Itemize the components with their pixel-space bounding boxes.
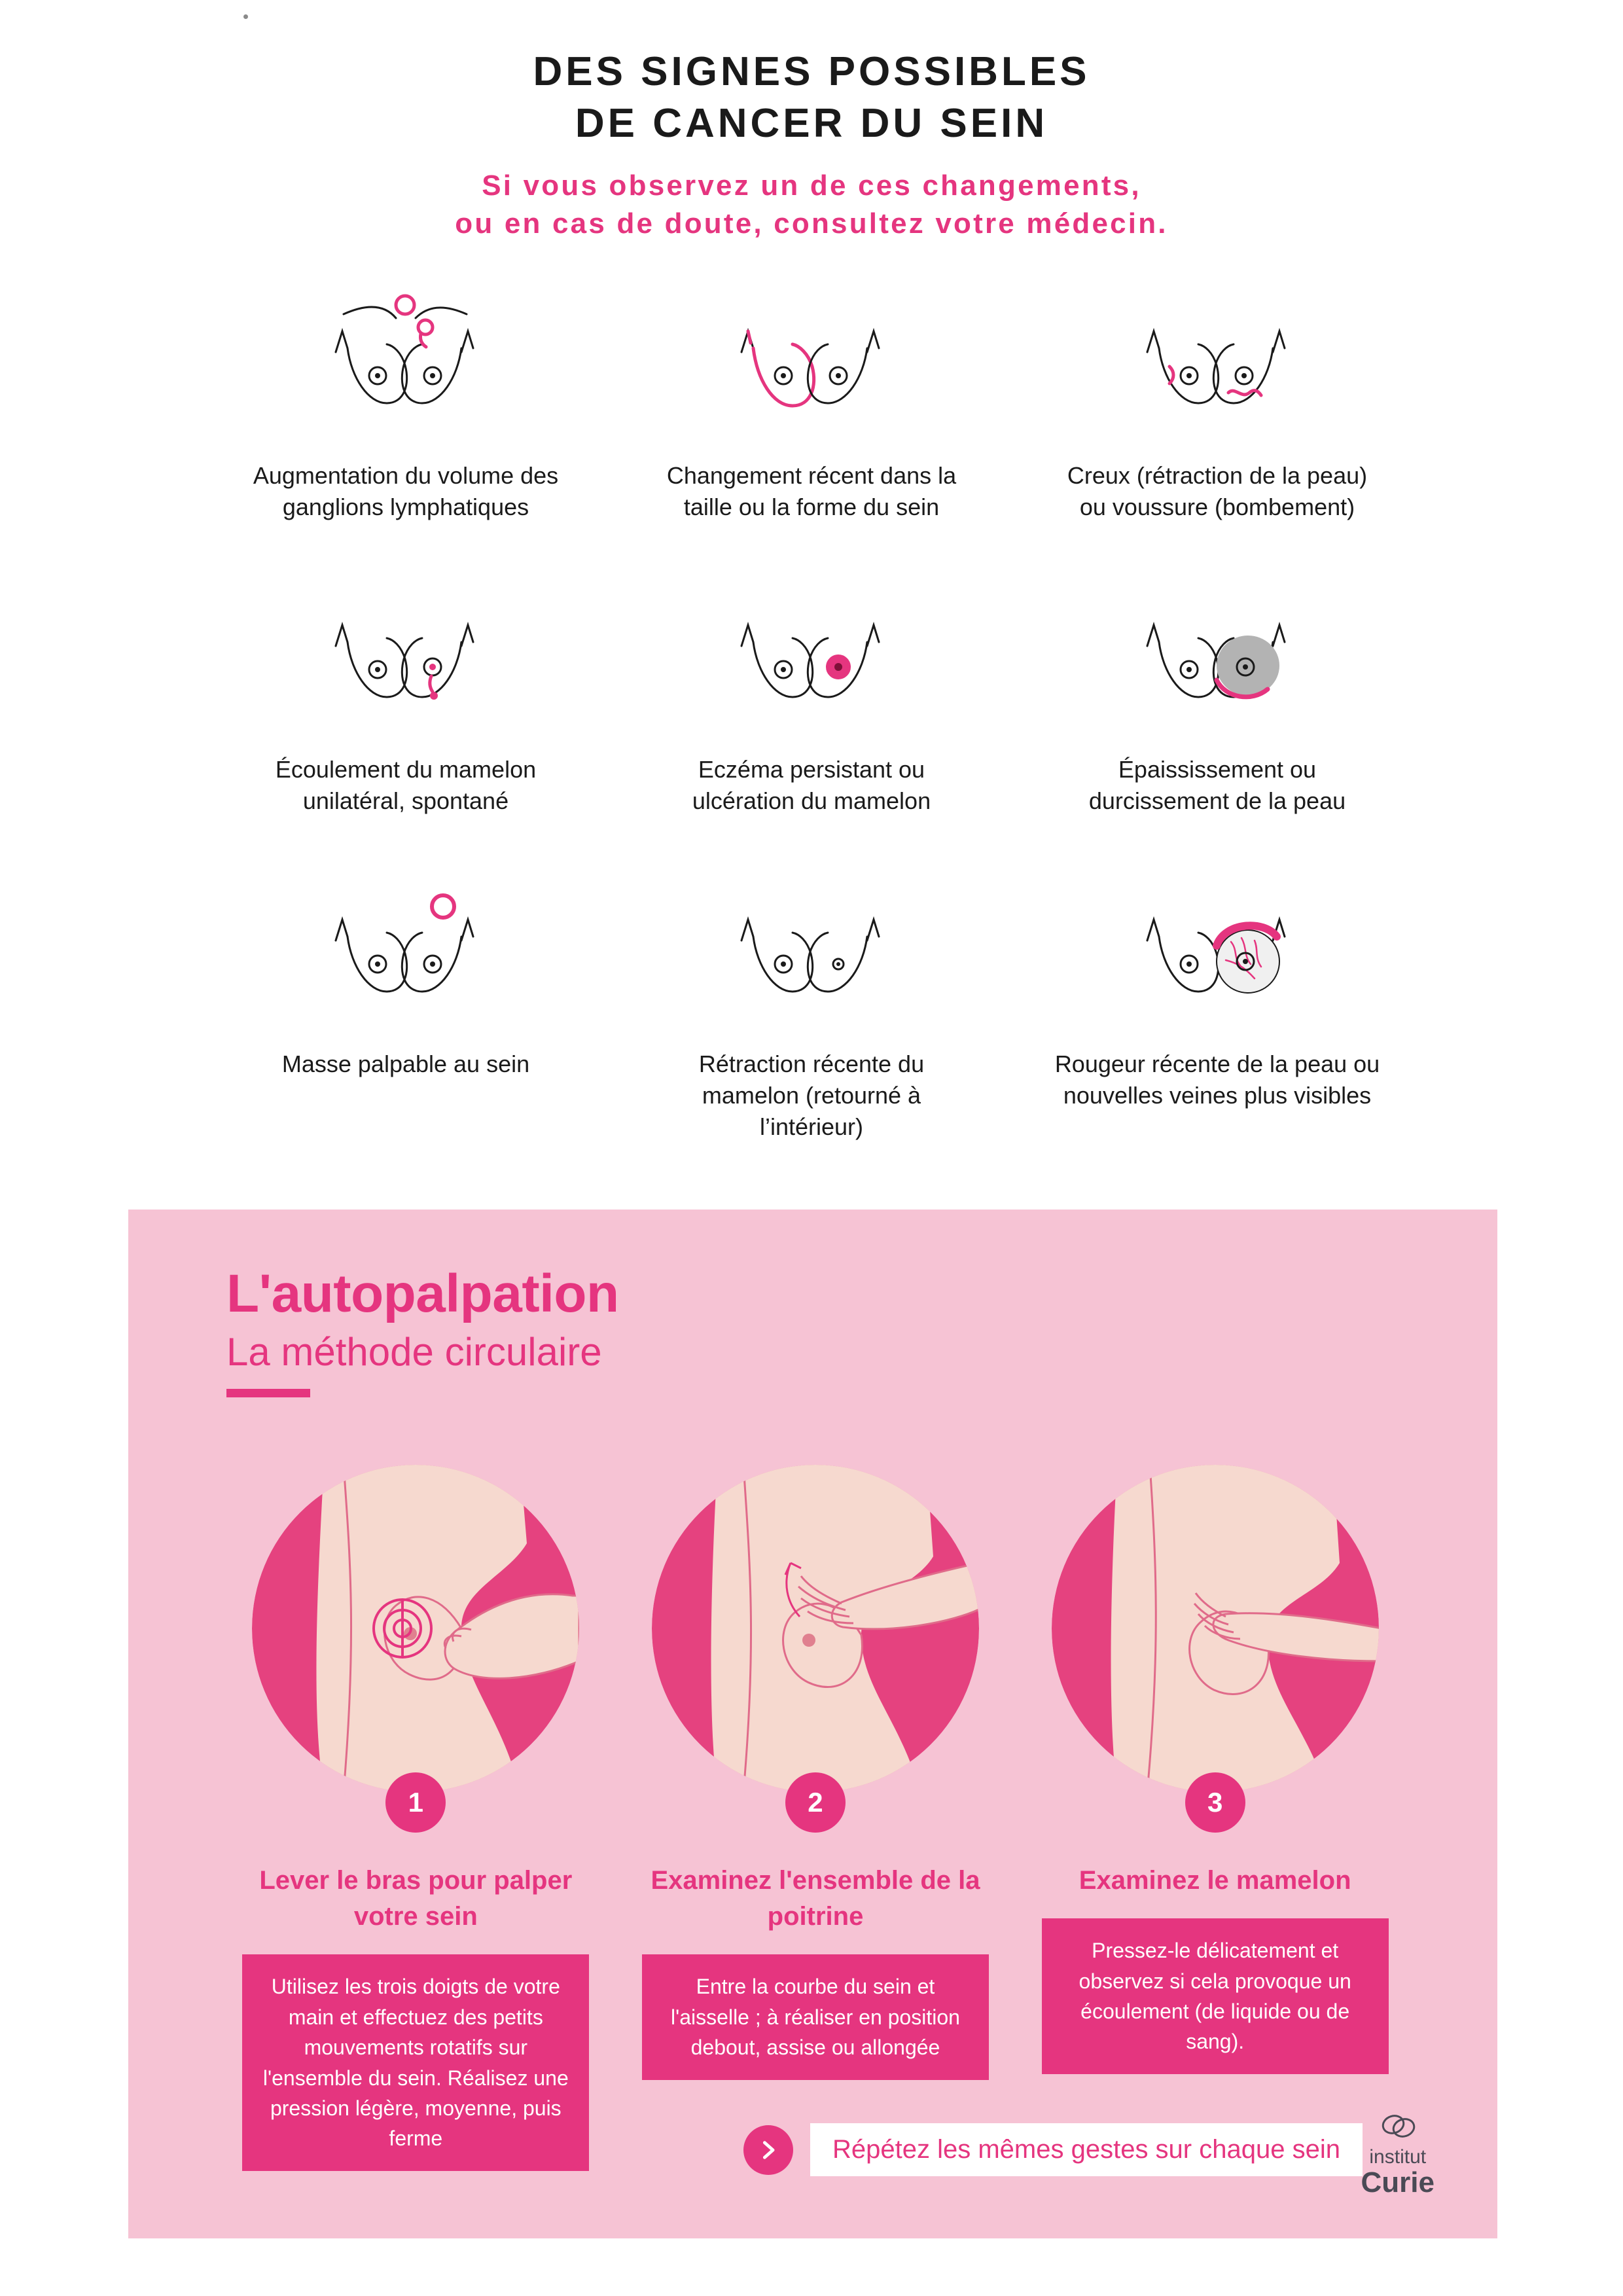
chevron-right-icon <box>743 2125 793 2175</box>
curie-logo-mark-icon <box>1361 2108 1435 2144</box>
sign-item-taille-forme <box>609 280 1014 523</box>
sign-caption: Creux (rétraction de la peau) ou voussure (bombement) <box>1067 461 1368 520</box>
breast-diagram-lump-icon <box>265 869 546 1042</box>
step-number-badge-3: 3 <box>1185 1772 1245 1833</box>
institut-curie-logo <box>1361 2108 1435 2198</box>
steps-grid <box>226 1465 1404 2171</box>
panel-divider <box>226 1389 310 1397</box>
panel-subtitle: La méthode circulaire <box>226 1330 602 1374</box>
step-illustration-1 <box>245 1465 586 1805</box>
repeat-callout <box>743 2123 1363 2176</box>
sign-caption: Écoulement du mamelon unilatéral, spontané <box>275 756 537 815</box>
breast-diagram-redness-veins-icon <box>1077 869 1358 1042</box>
sign-caption: Eczéma persistant ou ulcération du mamelon <box>692 756 931 815</box>
step-note-1: Utilisez les trois doigts de votre main et effectuez des petits mouvements rotatifs sur l'ensemble du sein. Réalisez une pression légère, moyenne, puis ferme <box>242 1954 589 2170</box>
step-title-3: Examinez le mamelon <box>1079 1866 1351 1895</box>
sign-item-ganglions <box>203 280 609 523</box>
breast-diagram-size-change-icon <box>671 280 952 454</box>
step-item-1 <box>226 1465 605 2171</box>
autopalpation-panel <box>128 1210 1497 2238</box>
panel-title: L'autopalpation <box>226 1264 619 1323</box>
sign-caption: Épaississement ou durcissement de la peau <box>1088 756 1346 815</box>
panel-header <box>128 1210 1497 1397</box>
sign-caption: Rétraction récente du mamelon (retourné à l’intérieur) <box>698 1050 925 1141</box>
breast-diagram-eczema-icon <box>671 574 952 747</box>
breast-diagram-discharge-icon <box>265 574 546 747</box>
sign-item-ecoulement <box>203 574 609 817</box>
signs-section <box>0 0 1623 1143</box>
stray-mark <box>243 14 248 19</box>
sign-item-retraction-mamelon <box>609 869 1014 1143</box>
header-block <box>0 46 1623 243</box>
step-item-2 <box>626 1465 1005 2171</box>
step-note-3: Pressez-le délicatement et observez si cela provoque un écoulement (de liquide ou de sang). <box>1042 1918 1389 2074</box>
breast-diagram-dimpling-icon <box>1077 280 1358 454</box>
page-title-line-2: DE CANCER DU SEIN <box>575 101 1048 147</box>
step-item-3 <box>1026 1465 1404 2171</box>
sign-item-eczema <box>609 574 1014 817</box>
sign-item-masse <box>203 869 609 1143</box>
repeat-text: Répétez les mêmes gestes sur chaque sein <box>810 2123 1363 2176</box>
step-number-badge-1: 1 <box>385 1772 446 1833</box>
step-illustration-3 <box>1045 1465 1385 1805</box>
breast-diagram-nipple-retraction-icon <box>671 869 952 1042</box>
sign-item-rougeur <box>1014 869 1420 1143</box>
sign-caption: Changement récent dans la taille ou la forme du sein <box>666 461 957 520</box>
page-subtitle-line-1: Si vous observez un de ces changements, <box>482 169 1141 202</box>
sign-item-creux-voussure <box>1014 280 1420 523</box>
step-illustration-2 <box>645 1465 986 1805</box>
step-title-2: Examinez l'ensemble de la poitrine <box>651 1866 980 1931</box>
sign-item-epaississement <box>1014 574 1420 817</box>
sign-caption: Augmentation du volume des ganglions lymphatiques <box>253 461 559 520</box>
breast-diagram-thickening-icon <box>1077 574 1358 747</box>
logo-line-1: institut <box>1369 2146 1427 2168</box>
sign-caption: Rougeur récente de la peau ou nouvelles veines plus visibles <box>1054 1050 1380 1109</box>
logo-line-2: Curie <box>1361 2166 1435 2198</box>
page-title-line-1: DES SIGNES POSSIBLES <box>533 49 1090 94</box>
step-number-badge-2: 2 <box>785 1772 846 1833</box>
step-title-1: Lever le bras pour palper votre sein <box>259 1866 573 1931</box>
page-subtitle-line-2: ou en cas de doute, consultez votre médecin. <box>455 207 1168 240</box>
step-note-2: Entre la courbe du sein et l'aisselle ; à réaliser en position debout, assise ou allongée <box>642 1954 989 2079</box>
sign-caption: Masse palpable au sein <box>281 1050 530 1077</box>
signs-grid <box>203 280 1420 1143</box>
breast-diagram-ganglions-icon <box>265 280 546 454</box>
